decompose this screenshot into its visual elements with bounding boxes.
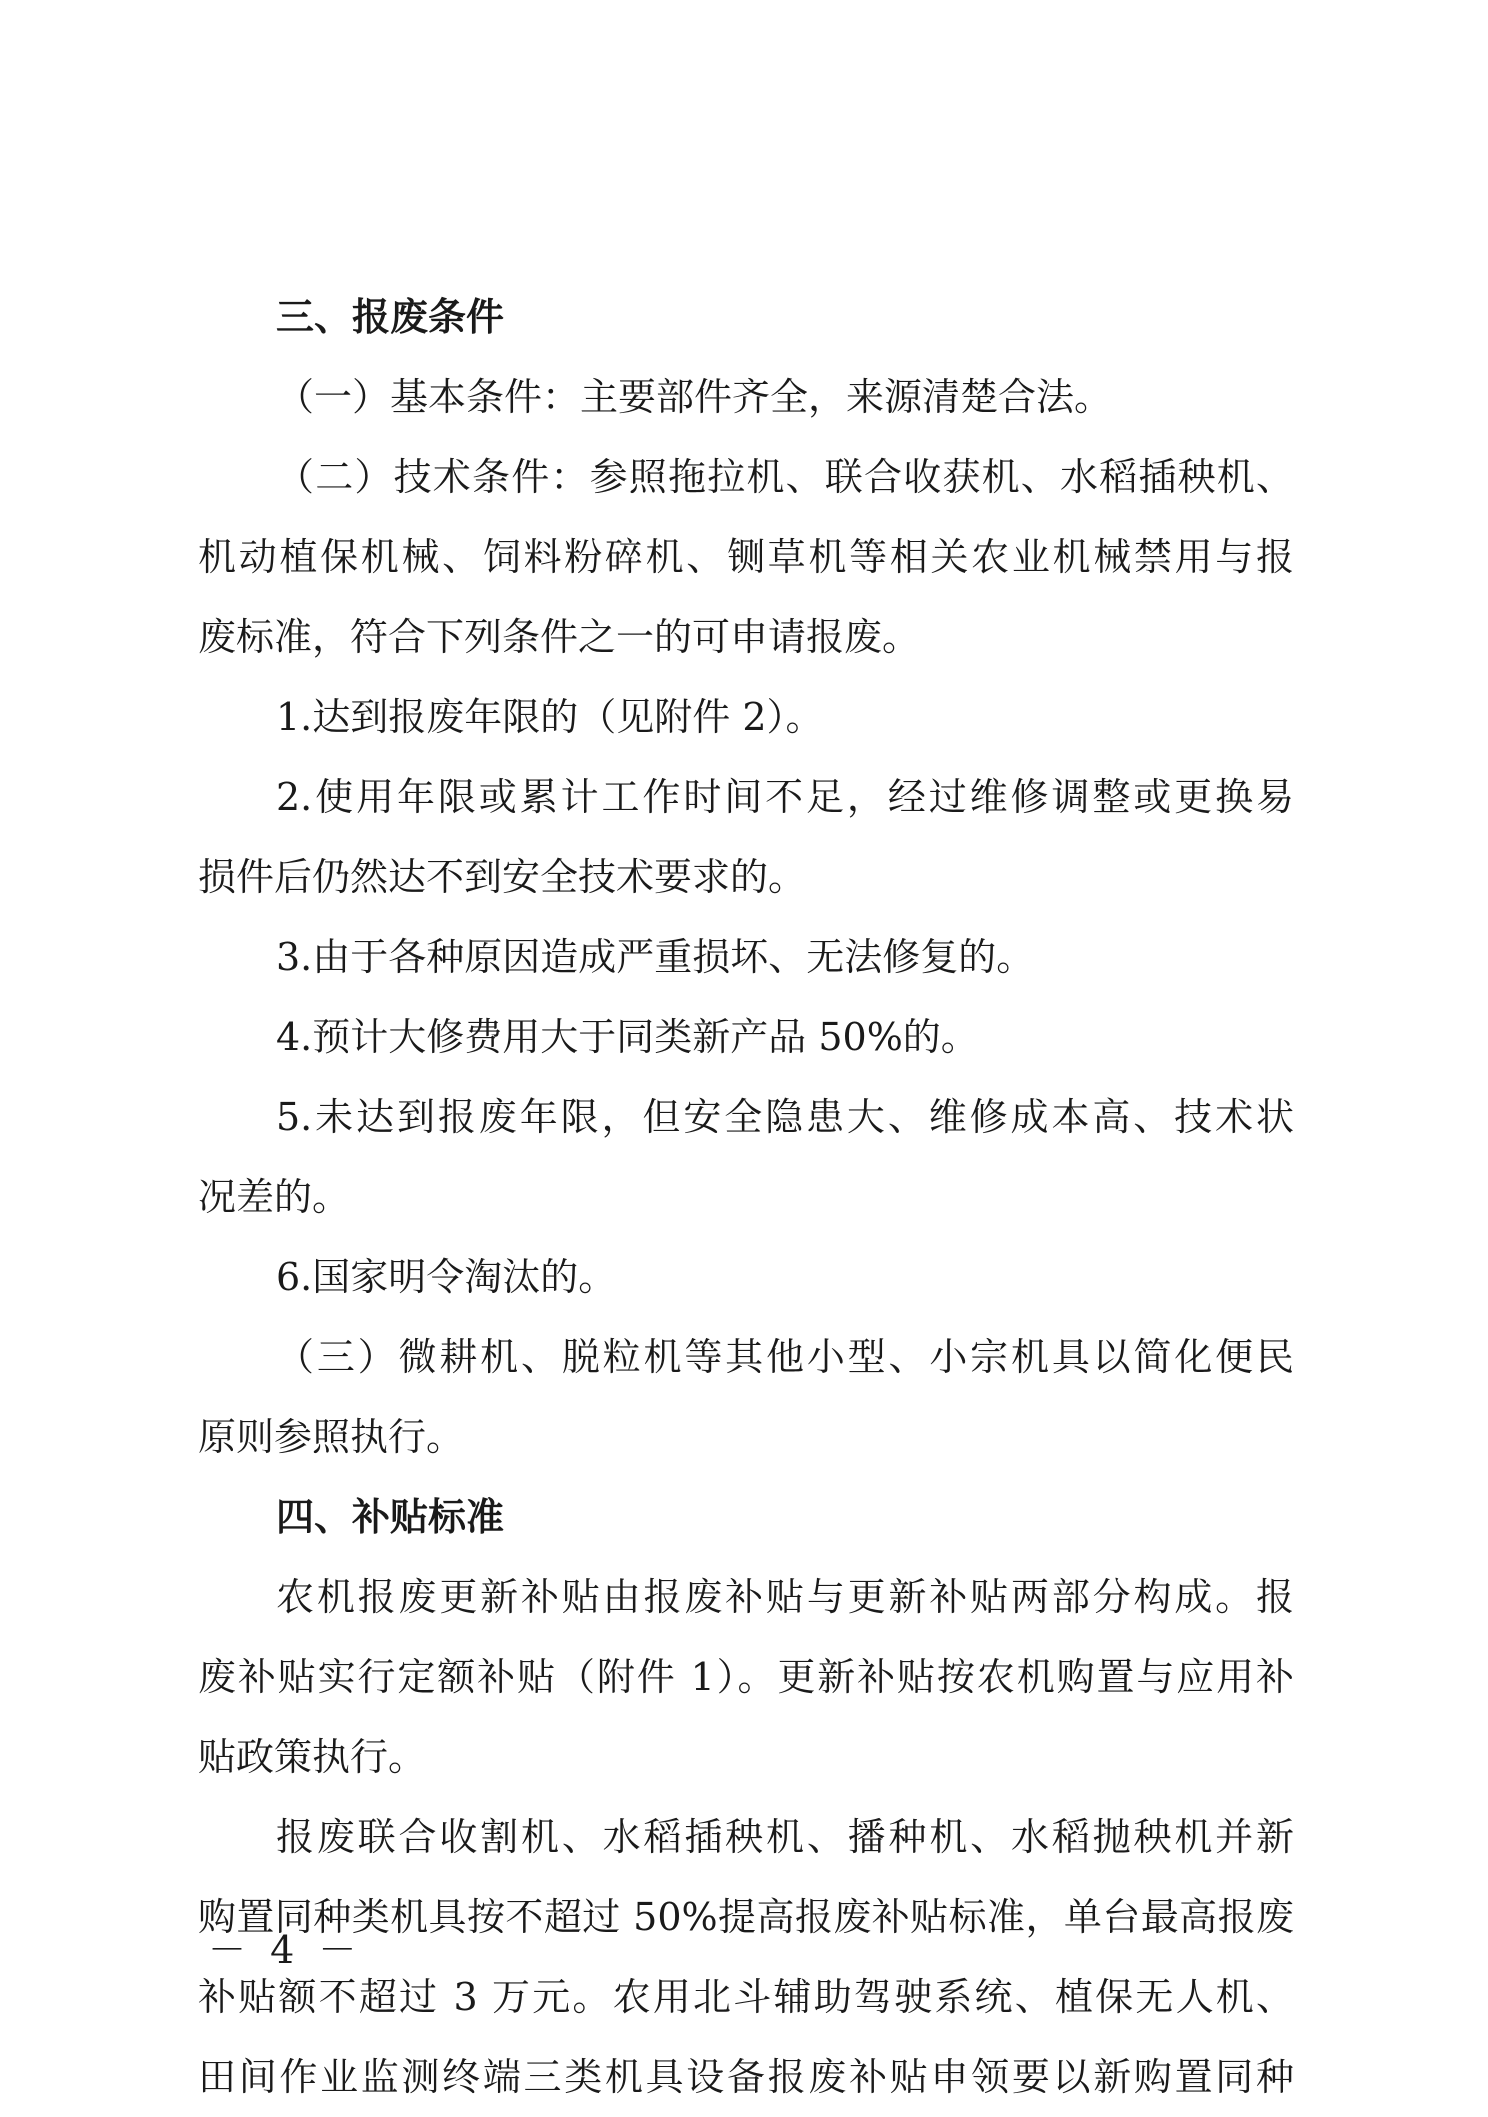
list-item-1: 1.达到报废年限的（见附件 2）。 [276, 695, 824, 739]
technical-condition-line-2: 机动植保机械、饲料粉碎机、铡草机等相关农业机械禁用与报 [198, 535, 1294, 579]
subsidy-paragraph-1-line-3: 贴政策执行。 [198, 1735, 427, 1779]
subsidy-paragraph-2-line-2: 购置同种类机具按不超过 50%提高报废补贴标准，单台最高报废 [198, 1895, 1294, 1939]
subsidy-paragraph-2-line-1: 报废联合收割机、水稻插秧机、播种机、水稻抛秧机并新 [276, 1815, 1294, 1859]
small-machinery-line-1: （三）微耕机、脱粒机等其他小型、小宗机具以简化便民 [276, 1335, 1294, 1379]
list-item-2-line-1: 2.使用年限或累计工作时间不足，经过维修调整或更换易 [276, 775, 1294, 819]
small-machinery-line-2: 原则参照执行。 [198, 1415, 465, 1459]
section-heading-scrap-conditions: 三、报废条件 [276, 295, 505, 339]
technical-condition-line-3: 废标准，符合下列条件之一的可申请报废。 [198, 615, 921, 659]
list-item-2-line-2: 损件后仍然达不到安全技术要求的。 [198, 855, 807, 899]
subsidy-paragraph-2-line-3: 补贴额不超过 3 万元。农用北斗辅助驾驶系统、植保无人机、 [198, 1975, 1294, 2019]
page-body [198, 277, 1294, 2117]
technical-condition-line-1: （二）技术条件：参照拖拉机、联合收获机、水稻插秧机、 [276, 455, 1294, 499]
section-heading-subsidy-standard: 四、补贴标准 [276, 1495, 505, 1539]
list-item-3: 3.由于各种原因造成严重损坏、无法修复的。 [276, 935, 1035, 979]
subsidy-paragraph-1-line-2: 废补贴实行定额补贴（附件 1）。更新补贴按农机购置与应用补 [198, 1655, 1294, 1699]
list-item-5-line-2: 况差的。 [198, 1175, 351, 1219]
subsidy-paragraph-1-line-1: 农机报废更新补贴由报废补贴与更新补贴两部分构成。报 [276, 1575, 1294, 1619]
subsidy-paragraph-2-line-4: 田间作业监测终端三类机具设备报废补贴申领要以新购置同种 [198, 2055, 1294, 2099]
list-item-6: 6.国家明令淘汰的。 [276, 1255, 617, 1299]
list-item-4: 4.预计大修费用大于同类新产品 50%的。 [276, 1015, 979, 1059]
page-number: － 4 － [208, 1928, 363, 1972]
basic-condition: （一）基本条件：主要部件齐全，来源清楚合法。 [276, 375, 1113, 419]
list-item-5-line-1: 5.未达到报废年限，但安全隐患大、维修成本高、技术状 [276, 1095, 1294, 1139]
